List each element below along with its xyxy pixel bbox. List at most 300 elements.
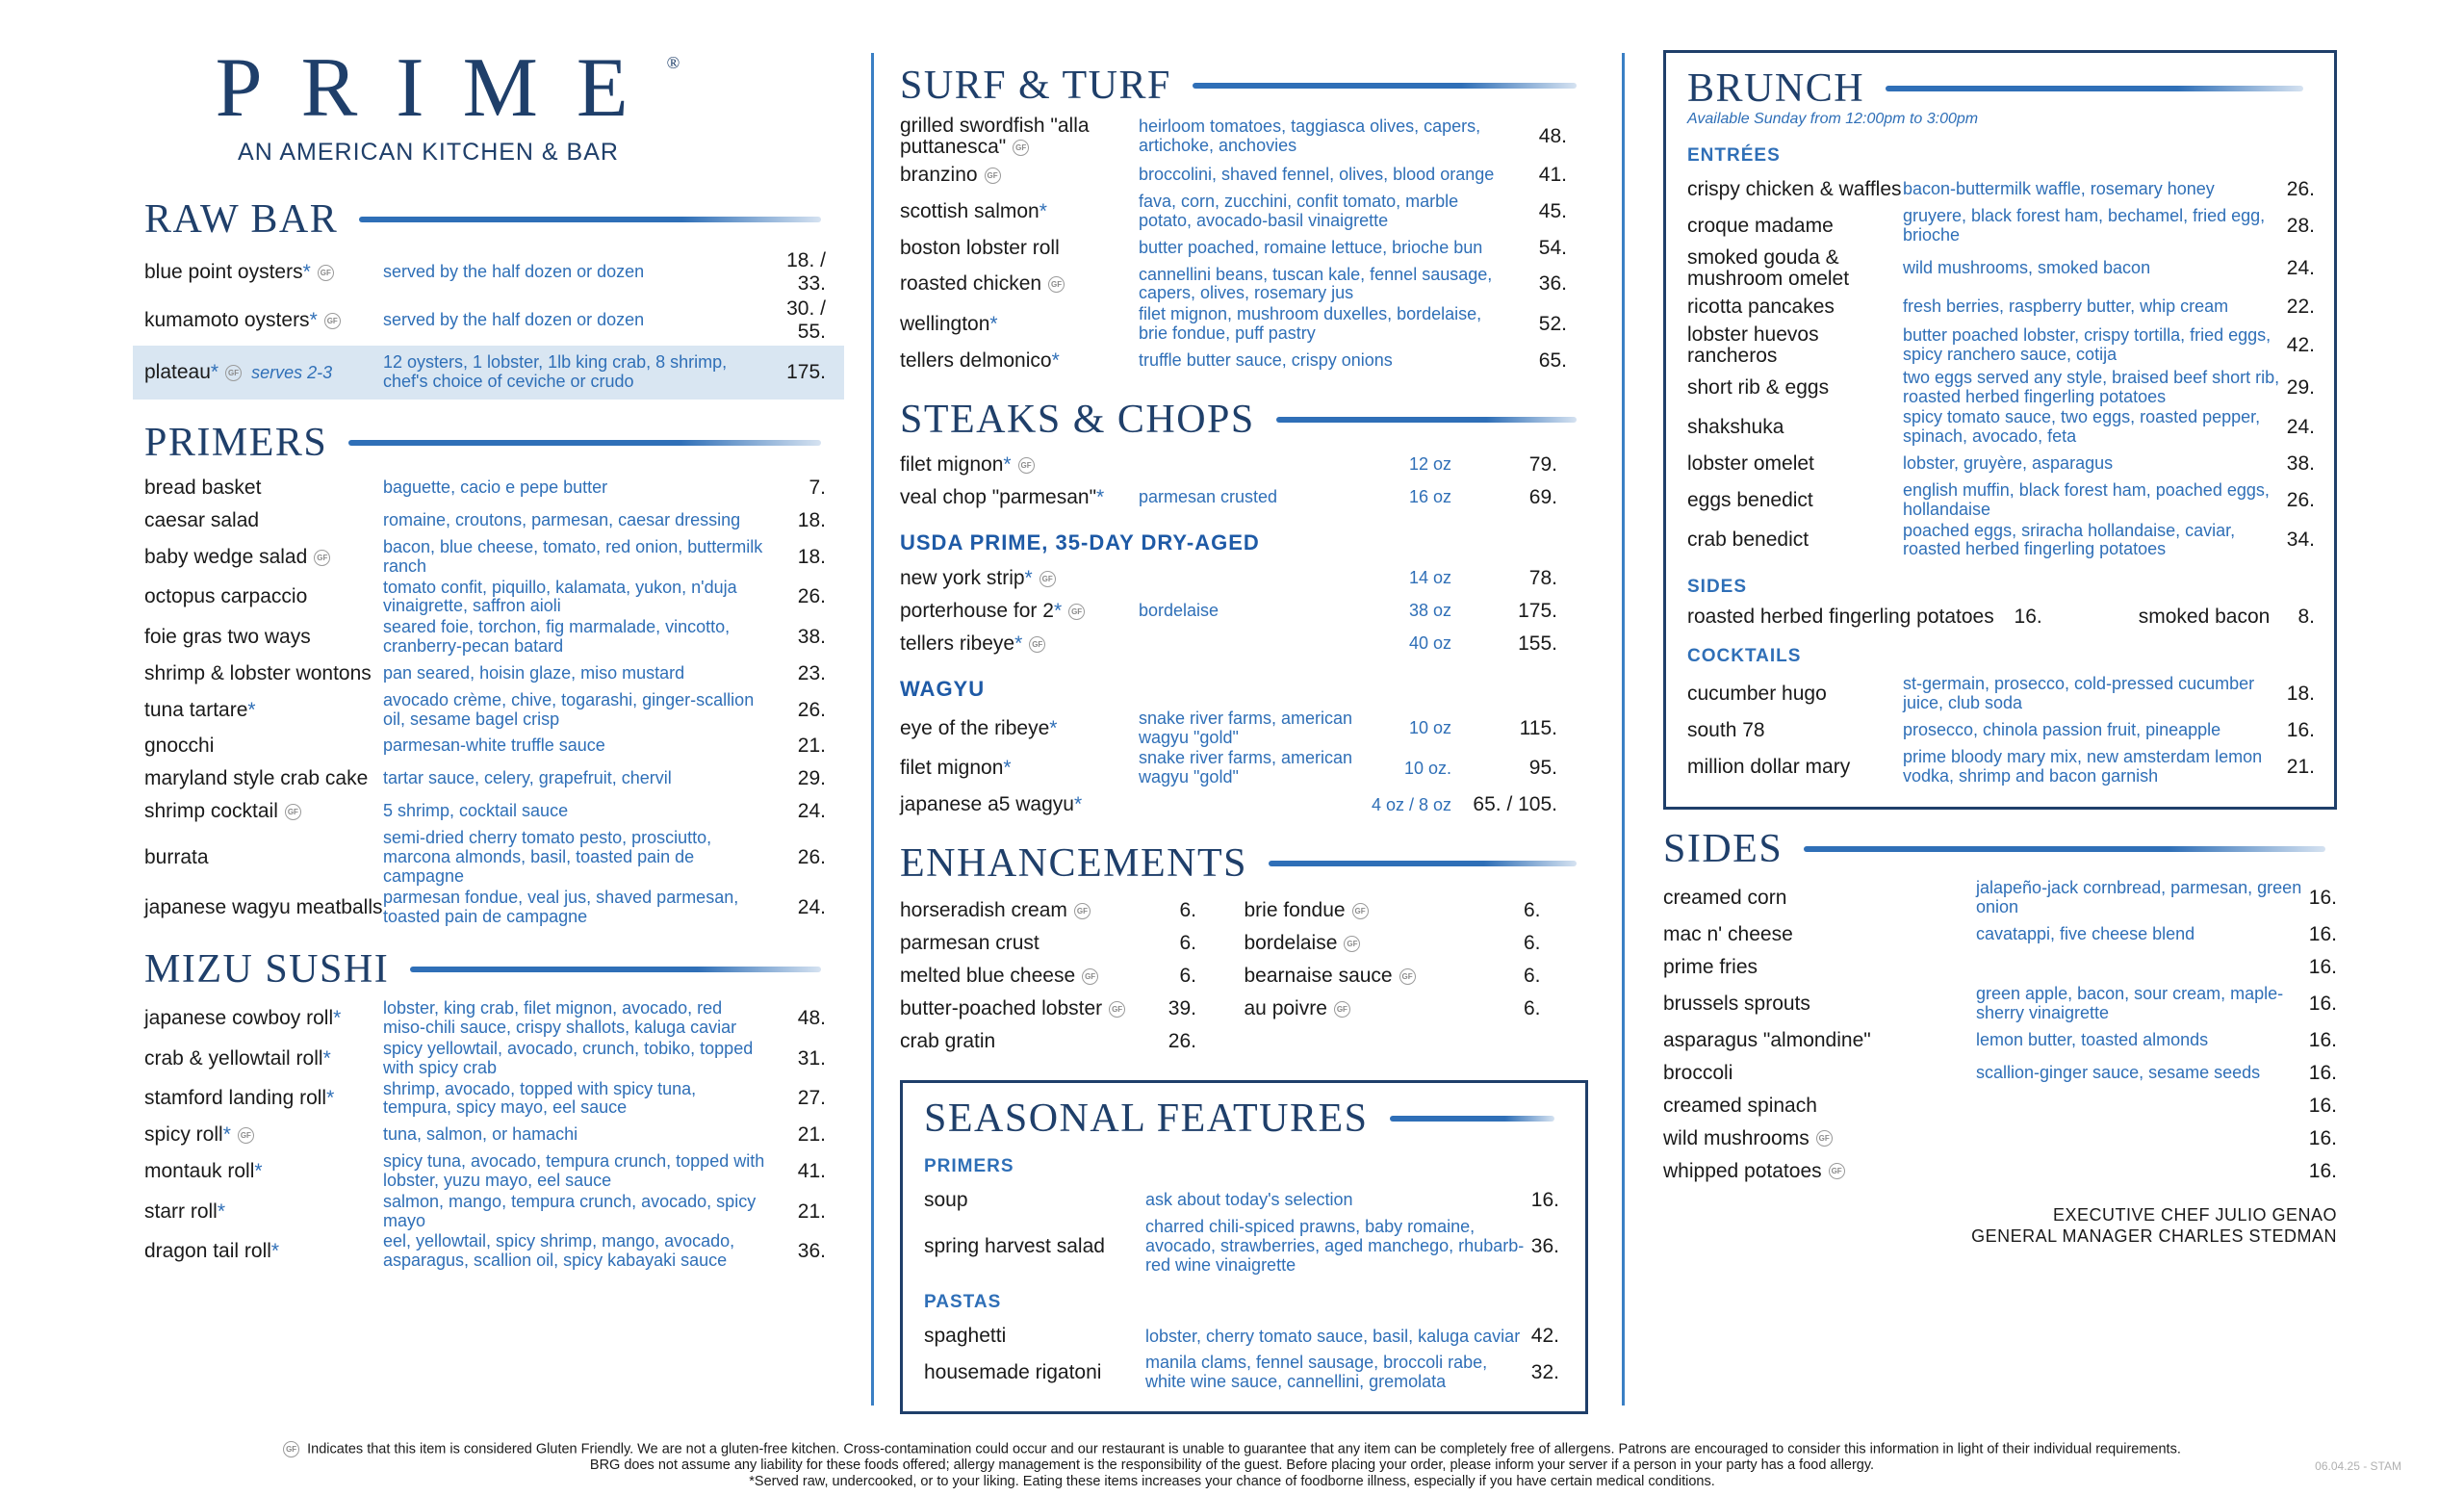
menu-item bbox=[1663, 919, 2337, 950]
brush-stroke bbox=[1193, 83, 1577, 89]
brunch-cocktails-list bbox=[1687, 675, 2315, 786]
menu-item bbox=[1687, 748, 2315, 787]
sides-heading: SIDES bbox=[1663, 829, 2337, 869]
raw-star: * bbox=[1024, 566, 1033, 589]
item-description: served by the half dozen or dozen bbox=[383, 310, 645, 330]
item-description: baguette, cacio e pepe butter bbox=[383, 477, 608, 498]
gluten-friendly-icon: GF bbox=[1399, 968, 1416, 985]
item-price: 18. bbox=[797, 545, 826, 568]
primers-list bbox=[144, 473, 833, 926]
item-description: heirloom tomatoes, taggiasca olives, capers, artichoke, anchovies bbox=[1139, 116, 1481, 156]
item-price: 34. bbox=[2286, 529, 2315, 552]
item-description: pan seared, hoisin glaze, miso mustard bbox=[383, 662, 685, 683]
item-name bbox=[144, 847, 383, 868]
brunch-entrees-list bbox=[1687, 174, 2315, 559]
raw-star: * bbox=[1003, 757, 1012, 780]
item-price: 24. bbox=[2286, 416, 2315, 439]
item-price: 16. bbox=[1530, 1189, 1559, 1212]
item-name bbox=[1687, 324, 1903, 367]
brush-stroke bbox=[1804, 846, 2325, 852]
item-size: 10 oz bbox=[1408, 718, 1451, 738]
item-name bbox=[1663, 993, 1976, 1015]
column-divider-2 bbox=[1622, 53, 1625, 1406]
item-name-text: japanese wagyu meatballs bbox=[144, 895, 383, 918]
gluten-friendly-icon: GF bbox=[285, 804, 301, 820]
gluten-friendly-icon: GF bbox=[1040, 571, 1056, 587]
item-description: salmon, mango, tempura crunch, avocado, spicy mayo bbox=[383, 1191, 757, 1230]
menu-item bbox=[900, 993, 1245, 1024]
item-price: 175. bbox=[1518, 599, 1557, 622]
item-name-text: filet mignon bbox=[900, 452, 1004, 476]
item-size: 14 oz bbox=[1408, 568, 1451, 588]
menu-item bbox=[900, 1026, 1245, 1057]
item-name bbox=[1663, 1161, 1976, 1182]
staff-credits bbox=[1663, 1204, 2337, 1248]
gluten-friendly-icon: GF bbox=[318, 265, 334, 281]
menu-item bbox=[1687, 324, 2315, 367]
item-name: roasted herbed fingerling potatoes bbox=[1687, 606, 1994, 629]
item-name bbox=[900, 201, 1139, 222]
menu-item bbox=[900, 629, 1588, 659]
item-name-text: brussels sprouts bbox=[1663, 992, 1810, 1015]
mizu-sushi-heading: MIZU SUSHI bbox=[144, 949, 833, 990]
item-name-text: horseradish cream bbox=[900, 899, 1067, 922]
menu-item bbox=[900, 266, 1588, 304]
item-price: 38. bbox=[2286, 451, 2315, 475]
item-description: parmesan fondue, veal jus, shaved parmesan, toasted pain de campagne bbox=[383, 887, 739, 926]
menu-item bbox=[144, 1193, 833, 1231]
raw-star: * bbox=[210, 360, 219, 383]
item-name bbox=[924, 1326, 1145, 1347]
item-description: bacon-buttermilk waffle, rosemary honey bbox=[1902, 179, 2215, 199]
item-name bbox=[900, 273, 1139, 295]
item-name bbox=[1663, 924, 1976, 945]
item-name-text: eggs benedict bbox=[1687, 488, 1813, 511]
enhancements-heading: ENHANCEMENTS bbox=[900, 843, 1588, 884]
item-name bbox=[1663, 1096, 1976, 1117]
item-name-text: maryland style crab cake bbox=[144, 767, 369, 790]
menu-item bbox=[144, 473, 833, 503]
gluten-friendly-icon: GF bbox=[1352, 903, 1369, 919]
item-description: romaine, croutons, parmesan, caesar dressing bbox=[383, 510, 741, 530]
item-name bbox=[924, 1362, 1145, 1383]
menu-item bbox=[144, 1080, 833, 1119]
item-name-text: housemade rigatoni bbox=[924, 1361, 1102, 1384]
item-name bbox=[924, 1190, 1145, 1211]
item-description: cannellini beans, tuscan kale, fennel sausage, capers, olives, rosemary jus bbox=[1139, 264, 1493, 303]
item-name-text: crispy chicken & waffles bbox=[1687, 177, 1902, 200]
item-name bbox=[1687, 377, 1903, 399]
item-price: 48. bbox=[797, 1007, 826, 1030]
item-price: 8. bbox=[2297, 606, 2315, 629]
menu-item bbox=[144, 249, 833, 296]
menu-item bbox=[144, 538, 833, 577]
item-name bbox=[900, 116, 1139, 158]
brush-stroke bbox=[1276, 417, 1577, 423]
item-price: 26. bbox=[1168, 1030, 1196, 1053]
item-description: eel, yellowtail, spicy shrimp, mango, avocado, asparagus, scallion oil, spicy kabayaki sauce bbox=[383, 1231, 735, 1271]
menu-item bbox=[924, 1185, 1566, 1216]
menu-item bbox=[900, 709, 1588, 748]
item-name-text: spring harvest salad bbox=[924, 1234, 1105, 1257]
item-name bbox=[900, 966, 1139, 987]
raw-star: * bbox=[322, 1046, 331, 1070]
item-name bbox=[144, 477, 383, 499]
steaks-chops-heading: STEAKS & CHOPS bbox=[900, 400, 1588, 440]
item-description: lobster, cherry tomato sauce, basil, kaluga caviar bbox=[1145, 1326, 1521, 1346]
item-price: 18. / 33. bbox=[786, 249, 826, 295]
mizu-sushi-list bbox=[144, 999, 833, 1271]
gluten-friendly-icon: GF bbox=[1109, 1001, 1125, 1018]
menu-item bbox=[1245, 928, 1589, 959]
item-name bbox=[144, 1161, 383, 1182]
item-description: filet mignon, mushroom duxelles, bordelaise, brie fondue, puff pastry bbox=[1139, 304, 1482, 344]
item-name bbox=[144, 262, 383, 283]
brush-stroke bbox=[1269, 861, 1577, 866]
steaks-list bbox=[900, 450, 1588, 513]
menu-item bbox=[924, 1218, 1566, 1275]
item-name-text: lobster huevos rancheros bbox=[1687, 322, 1819, 367]
item-name-text: crab & yellowtail roll bbox=[144, 1046, 323, 1070]
item-price: 16. bbox=[2308, 1061, 2337, 1084]
gluten-friendly-icon: GF bbox=[283, 1441, 299, 1457]
menu-item bbox=[900, 563, 1588, 594]
item-price: 24. bbox=[2286, 256, 2315, 279]
brunch-entrees-label: ENTRÉES bbox=[1687, 145, 1781, 166]
item-price: 21. bbox=[797, 1123, 826, 1147]
item-price: 6. bbox=[1179, 965, 1196, 988]
item-description: parmesan-white truffle sauce bbox=[383, 735, 605, 756]
item-price: 45. bbox=[1538, 199, 1567, 222]
item-price: 16. bbox=[2308, 922, 2337, 945]
item-description: cavatappi, five cheese blend bbox=[1976, 924, 2195, 944]
menu-item bbox=[1245, 895, 1589, 926]
brunch-heading: BRUNCH bbox=[1687, 68, 2315, 109]
menu-item bbox=[133, 346, 844, 400]
item-name-text: kumamoto oysters bbox=[144, 308, 310, 331]
item-name-text: croque madame bbox=[1687, 214, 1834, 237]
item-name-text: tuna tartare bbox=[144, 698, 248, 721]
menu-item bbox=[1663, 1156, 2337, 1187]
item-name-text: short rib & eggs bbox=[1687, 375, 1830, 399]
item-price: 26. bbox=[2286, 178, 2315, 200]
raw-star: * bbox=[247, 698, 256, 721]
gluten-friendly-icon: GF bbox=[324, 313, 341, 329]
item-name bbox=[1687, 297, 1903, 318]
item-name-text: grilled swordfish "alla puttanesca" bbox=[900, 115, 1090, 159]
item-name bbox=[1663, 1030, 1976, 1051]
item-price: 52. bbox=[1538, 313, 1567, 336]
gluten-friendly-icon: GF bbox=[238, 1127, 254, 1144]
item-description: wild mushrooms, smoked bacon bbox=[1902, 257, 2151, 277]
menu-item bbox=[144, 999, 833, 1038]
item-price: 42. bbox=[2286, 333, 2315, 356]
item-size: 10 oz. bbox=[1403, 758, 1451, 778]
item-description: poached eggs, sriracha hollandaise, caviar, roasted herbed fingerling potatoes bbox=[1902, 520, 2236, 559]
menu-item bbox=[1687, 369, 2315, 407]
menu-item bbox=[900, 928, 1245, 959]
item-name-text: caesar salad bbox=[144, 508, 260, 531]
raw-bar-list bbox=[144, 249, 833, 400]
item-name-text: creamed spinach bbox=[1663, 1094, 1817, 1117]
menu-item bbox=[1687, 449, 2315, 479]
item-description: prime bloody mary mix, new amsterdam lemon vodka, shrimp and bacon garnish bbox=[1902, 746, 2263, 786]
item-description: lemon butter, toasted almonds bbox=[1976, 1029, 2209, 1049]
item-name-text: wellington bbox=[900, 313, 990, 336]
item-price: 18. bbox=[2286, 682, 2315, 705]
item-price: 36. bbox=[1538, 272, 1567, 296]
item-description: charred chili-spiced prawns, baby romaine, avocado, strawberries, aged manchego, rhubarb-red wine vinaigrette bbox=[1145, 1217, 1525, 1275]
item-price: 6. bbox=[1523, 997, 1541, 1020]
item-name-text: bread basket bbox=[144, 476, 262, 499]
item-name bbox=[144, 510, 383, 531]
item-name bbox=[1245, 933, 1483, 954]
item-name-text: shrimp & lobster wontons bbox=[144, 661, 372, 684]
item-description: ask about today's selection bbox=[1145, 1190, 1353, 1210]
brand-subtitle: AN AMERICAN KITCHEN & BAR bbox=[238, 139, 619, 166]
item-description: butter poached, romaine lettuce, brioche bun bbox=[1139, 237, 1483, 257]
gluten-friendly-icon: GF bbox=[1829, 1163, 1845, 1179]
menu-item bbox=[900, 961, 1245, 992]
gluten-friendly-icon: GF bbox=[1334, 1001, 1350, 1018]
menu-item bbox=[144, 1232, 833, 1271]
item-name-text: octopus carpaccio bbox=[144, 585, 308, 608]
menu-item bbox=[144, 505, 833, 536]
item-name-text: lobster omelet bbox=[1687, 451, 1814, 475]
item-size: 12 oz bbox=[1408, 454, 1451, 475]
item-name-text: crab gratin bbox=[900, 1030, 996, 1053]
raw-star: * bbox=[302, 260, 311, 283]
brush-stroke bbox=[359, 217, 821, 222]
menu-item bbox=[1687, 675, 2315, 713]
item-name-text: south 78 bbox=[1687, 718, 1765, 741]
item-price: 26. bbox=[797, 846, 826, 869]
item-description: fresh berries, raspberry butter, whip cream bbox=[1902, 296, 2229, 316]
raw-star: * bbox=[309, 308, 318, 331]
item-name-text: stamford landing roll bbox=[144, 1087, 327, 1110]
menu-item bbox=[900, 116, 1588, 158]
raw-star: * bbox=[1039, 199, 1047, 222]
item-name bbox=[144, 547, 383, 568]
item-price: 41. bbox=[1538, 164, 1567, 187]
item-description: green apple, bacon, sour cream, maple-sherry vinaigrette bbox=[1976, 983, 2284, 1022]
item-name-text: plateau bbox=[144, 360, 211, 383]
item-name bbox=[900, 718, 1139, 739]
menu-item bbox=[900, 450, 1588, 480]
item-name bbox=[900, 758, 1139, 779]
item-price: 95. bbox=[1528, 757, 1557, 780]
item-name-text: branzino bbox=[900, 164, 978, 187]
item-name-text: eye of the ribeye bbox=[900, 716, 1050, 739]
gluten-friendly-icon: GF bbox=[1344, 936, 1360, 952]
item-name bbox=[144, 1088, 383, 1109]
item-price: 6. bbox=[1179, 932, 1196, 955]
item-name bbox=[144, 310, 383, 331]
item-description: tartar sauce, celery, grapefruit, chervil bbox=[383, 768, 672, 788]
serves-note: serves 2-3 bbox=[251, 362, 333, 382]
item-name bbox=[900, 165, 1139, 186]
item-name-text: prime fries bbox=[1663, 955, 1758, 978]
item-name-text: montauk roll bbox=[144, 1159, 255, 1182]
item-name-text: creamed corn bbox=[1663, 887, 1787, 910]
item-price: 16. bbox=[2308, 887, 2337, 910]
item-name bbox=[144, 1201, 383, 1223]
item-price: 31. bbox=[797, 1046, 826, 1070]
seasonal-heading: SEASONAL FEATURES bbox=[924, 1098, 1566, 1139]
item-price: 16. bbox=[2308, 1028, 2337, 1051]
menu-item bbox=[1245, 993, 1589, 1024]
item-name bbox=[1245, 998, 1483, 1019]
item-name-text: burrata bbox=[144, 846, 209, 869]
item-price: 22. bbox=[2286, 295, 2315, 318]
item-name-text: scottish salmon bbox=[900, 199, 1040, 222]
menu-item bbox=[900, 193, 1588, 231]
item-price: 65. bbox=[1538, 348, 1567, 372]
menu-item bbox=[1245, 961, 1589, 992]
item-name bbox=[144, 1048, 383, 1070]
item-description: shrimp, avocado, topped with spicy tuna, tempura, spicy mayo, eel sauce bbox=[383, 1078, 697, 1118]
item-price: 48. bbox=[1538, 125, 1567, 148]
item-name bbox=[1687, 684, 1903, 705]
menu-item bbox=[924, 1321, 1566, 1352]
item-name-text: dragon tail roll bbox=[144, 1240, 271, 1263]
surf-turf-list bbox=[900, 116, 1588, 376]
item-description: bordelaise bbox=[1139, 600, 1219, 620]
item-name bbox=[144, 735, 383, 757]
item-price: 21. bbox=[2286, 755, 2315, 778]
menu-item bbox=[900, 895, 1245, 926]
item-price: 6. bbox=[1179, 899, 1196, 922]
item-name-text: porterhouse for 2 bbox=[900, 599, 1054, 622]
item-description: served by the half dozen or dozen bbox=[383, 262, 645, 282]
item-description: spicy yellowtail, avocado, crunch, tobiko, topped with spicy crab bbox=[383, 1038, 754, 1077]
item-name bbox=[1687, 453, 1903, 475]
item-name-text: bordelaise bbox=[1244, 932, 1338, 955]
item-name bbox=[900, 350, 1139, 372]
menu-item bbox=[144, 618, 833, 657]
item-name bbox=[900, 568, 1139, 589]
enhancements-grid bbox=[900, 893, 1588, 1059]
item-name bbox=[900, 601, 1139, 622]
item-size: 4 oz / 8 oz bbox=[1371, 794, 1451, 814]
menu-item bbox=[144, 579, 833, 617]
item-price: 54. bbox=[1538, 236, 1567, 259]
item-description: spicy tuna, avocado, tempura crunch, topped with lobster, yuzu mayo, eel sauce bbox=[383, 1151, 765, 1190]
menu-item bbox=[144, 1152, 833, 1191]
primers-heading: PRIMERS bbox=[144, 423, 833, 463]
item-name-text: blue point oysters bbox=[144, 260, 303, 283]
item-name bbox=[1687, 417, 1903, 438]
item-name-text: japanese cowboy roll bbox=[144, 1007, 334, 1030]
brunch-box bbox=[1663, 50, 2337, 810]
item-name bbox=[1687, 757, 1903, 778]
raw-star: * bbox=[1003, 452, 1012, 476]
item-name-text: tellers ribeye bbox=[900, 632, 1015, 655]
menu-item bbox=[144, 297, 833, 344]
menu-item bbox=[900, 305, 1588, 344]
item-price: 6. bbox=[1523, 932, 1541, 955]
menu-item bbox=[1687, 481, 2315, 520]
enhancements-right bbox=[1245, 893, 1589, 1059]
item-name-text: new york strip bbox=[900, 566, 1025, 589]
item-name-text: mac n' cheese bbox=[1663, 922, 1793, 945]
item-name bbox=[144, 663, 383, 684]
item-name bbox=[144, 1008, 383, 1029]
item-size: 38 oz bbox=[1408, 601, 1451, 621]
menu-item bbox=[1687, 207, 2315, 245]
item-name bbox=[1245, 966, 1483, 987]
item-name-text: starr roll bbox=[144, 1199, 218, 1223]
raw-star: * bbox=[270, 1240, 280, 1263]
item-price: 36. bbox=[797, 1240, 826, 1263]
item-price: 79. bbox=[1528, 452, 1557, 476]
menu-item bbox=[900, 346, 1588, 376]
menu-item bbox=[144, 829, 833, 886]
item-name-text: shakshuka bbox=[1687, 416, 1784, 439]
item-price: 16. bbox=[2014, 606, 2042, 629]
item-price: 78. bbox=[1528, 566, 1557, 589]
menu-item bbox=[144, 731, 833, 761]
column-divider-1 bbox=[871, 53, 874, 1406]
item-name-text: tellers delmonico bbox=[900, 348, 1052, 372]
item-name-text: melted blue cheese bbox=[900, 965, 1076, 988]
item-name-text: spicy roll bbox=[144, 1123, 223, 1147]
item-name bbox=[900, 238, 1139, 259]
raw-star: * bbox=[1049, 716, 1058, 739]
item-name-text: million dollar mary bbox=[1687, 755, 1851, 778]
item-name-text: cucumber hugo bbox=[1687, 682, 1827, 705]
item-price: 26. bbox=[2286, 488, 2315, 511]
item-price: 16. bbox=[2308, 955, 2337, 978]
item-description: jalapeño-jack cornbread, parmesan, green onion bbox=[1976, 878, 2302, 917]
seasonal-pastas-label: PASTAS bbox=[924, 1292, 1002, 1313]
item-price: 24. bbox=[797, 800, 826, 823]
item-description: butter poached lobster, crispy tortilla, fried eggs, spicy ranchero sauce, cotija bbox=[1902, 324, 2272, 364]
gluten-friendly-icon: GF bbox=[314, 550, 330, 566]
gluten-friendly-icon: GF bbox=[1029, 636, 1045, 653]
item-name-text: wild mushrooms bbox=[1663, 1126, 1810, 1149]
item-name bbox=[1687, 179, 1903, 200]
enhancements-left bbox=[900, 893, 1245, 1059]
raw-bar-heading: RAW BAR bbox=[144, 199, 833, 240]
menu-item bbox=[144, 796, 833, 827]
raw-star: * bbox=[222, 1123, 231, 1147]
seasonal-pastas-list bbox=[924, 1321, 1566, 1392]
item-name-text: filet mignon bbox=[900, 757, 1004, 780]
item-price: 30. / 55. bbox=[786, 297, 826, 343]
item-price: 175. bbox=[786, 361, 826, 383]
brunch-sides-label: SIDES bbox=[1687, 577, 1748, 598]
item-price: 29. bbox=[2286, 375, 2315, 399]
item-price: 36. bbox=[1530, 1234, 1559, 1257]
item-name-text: baby wedge salad bbox=[144, 545, 308, 568]
seasonal-primers-label: PRIMERS bbox=[924, 1156, 1014, 1177]
item-size: 16 oz bbox=[1408, 487, 1451, 507]
brunch-sides-row bbox=[1687, 606, 2315, 629]
item-name bbox=[900, 454, 1139, 476]
general-manager: GENERAL MANAGER CHARLES STEDMAN bbox=[1971, 1226, 2337, 1247]
item-name bbox=[144, 897, 383, 918]
item-description: bacon, blue cheese, tomato, red onion, buttermilk ranch bbox=[383, 537, 763, 576]
gluten-friendly-icon: GF bbox=[225, 365, 242, 381]
item-description: avocado crème, chive, togarashi, ginger-scallion oil, sesame bagel crisp bbox=[383, 689, 755, 729]
gluten-friendly-icon: GF bbox=[1816, 1130, 1833, 1147]
item-name bbox=[900, 633, 1139, 655]
item-name bbox=[1687, 529, 1903, 551]
menu-item bbox=[1687, 174, 2315, 205]
menu-item bbox=[900, 596, 1588, 627]
item-description: lobster, gruyère, asparagus bbox=[1902, 453, 2114, 474]
